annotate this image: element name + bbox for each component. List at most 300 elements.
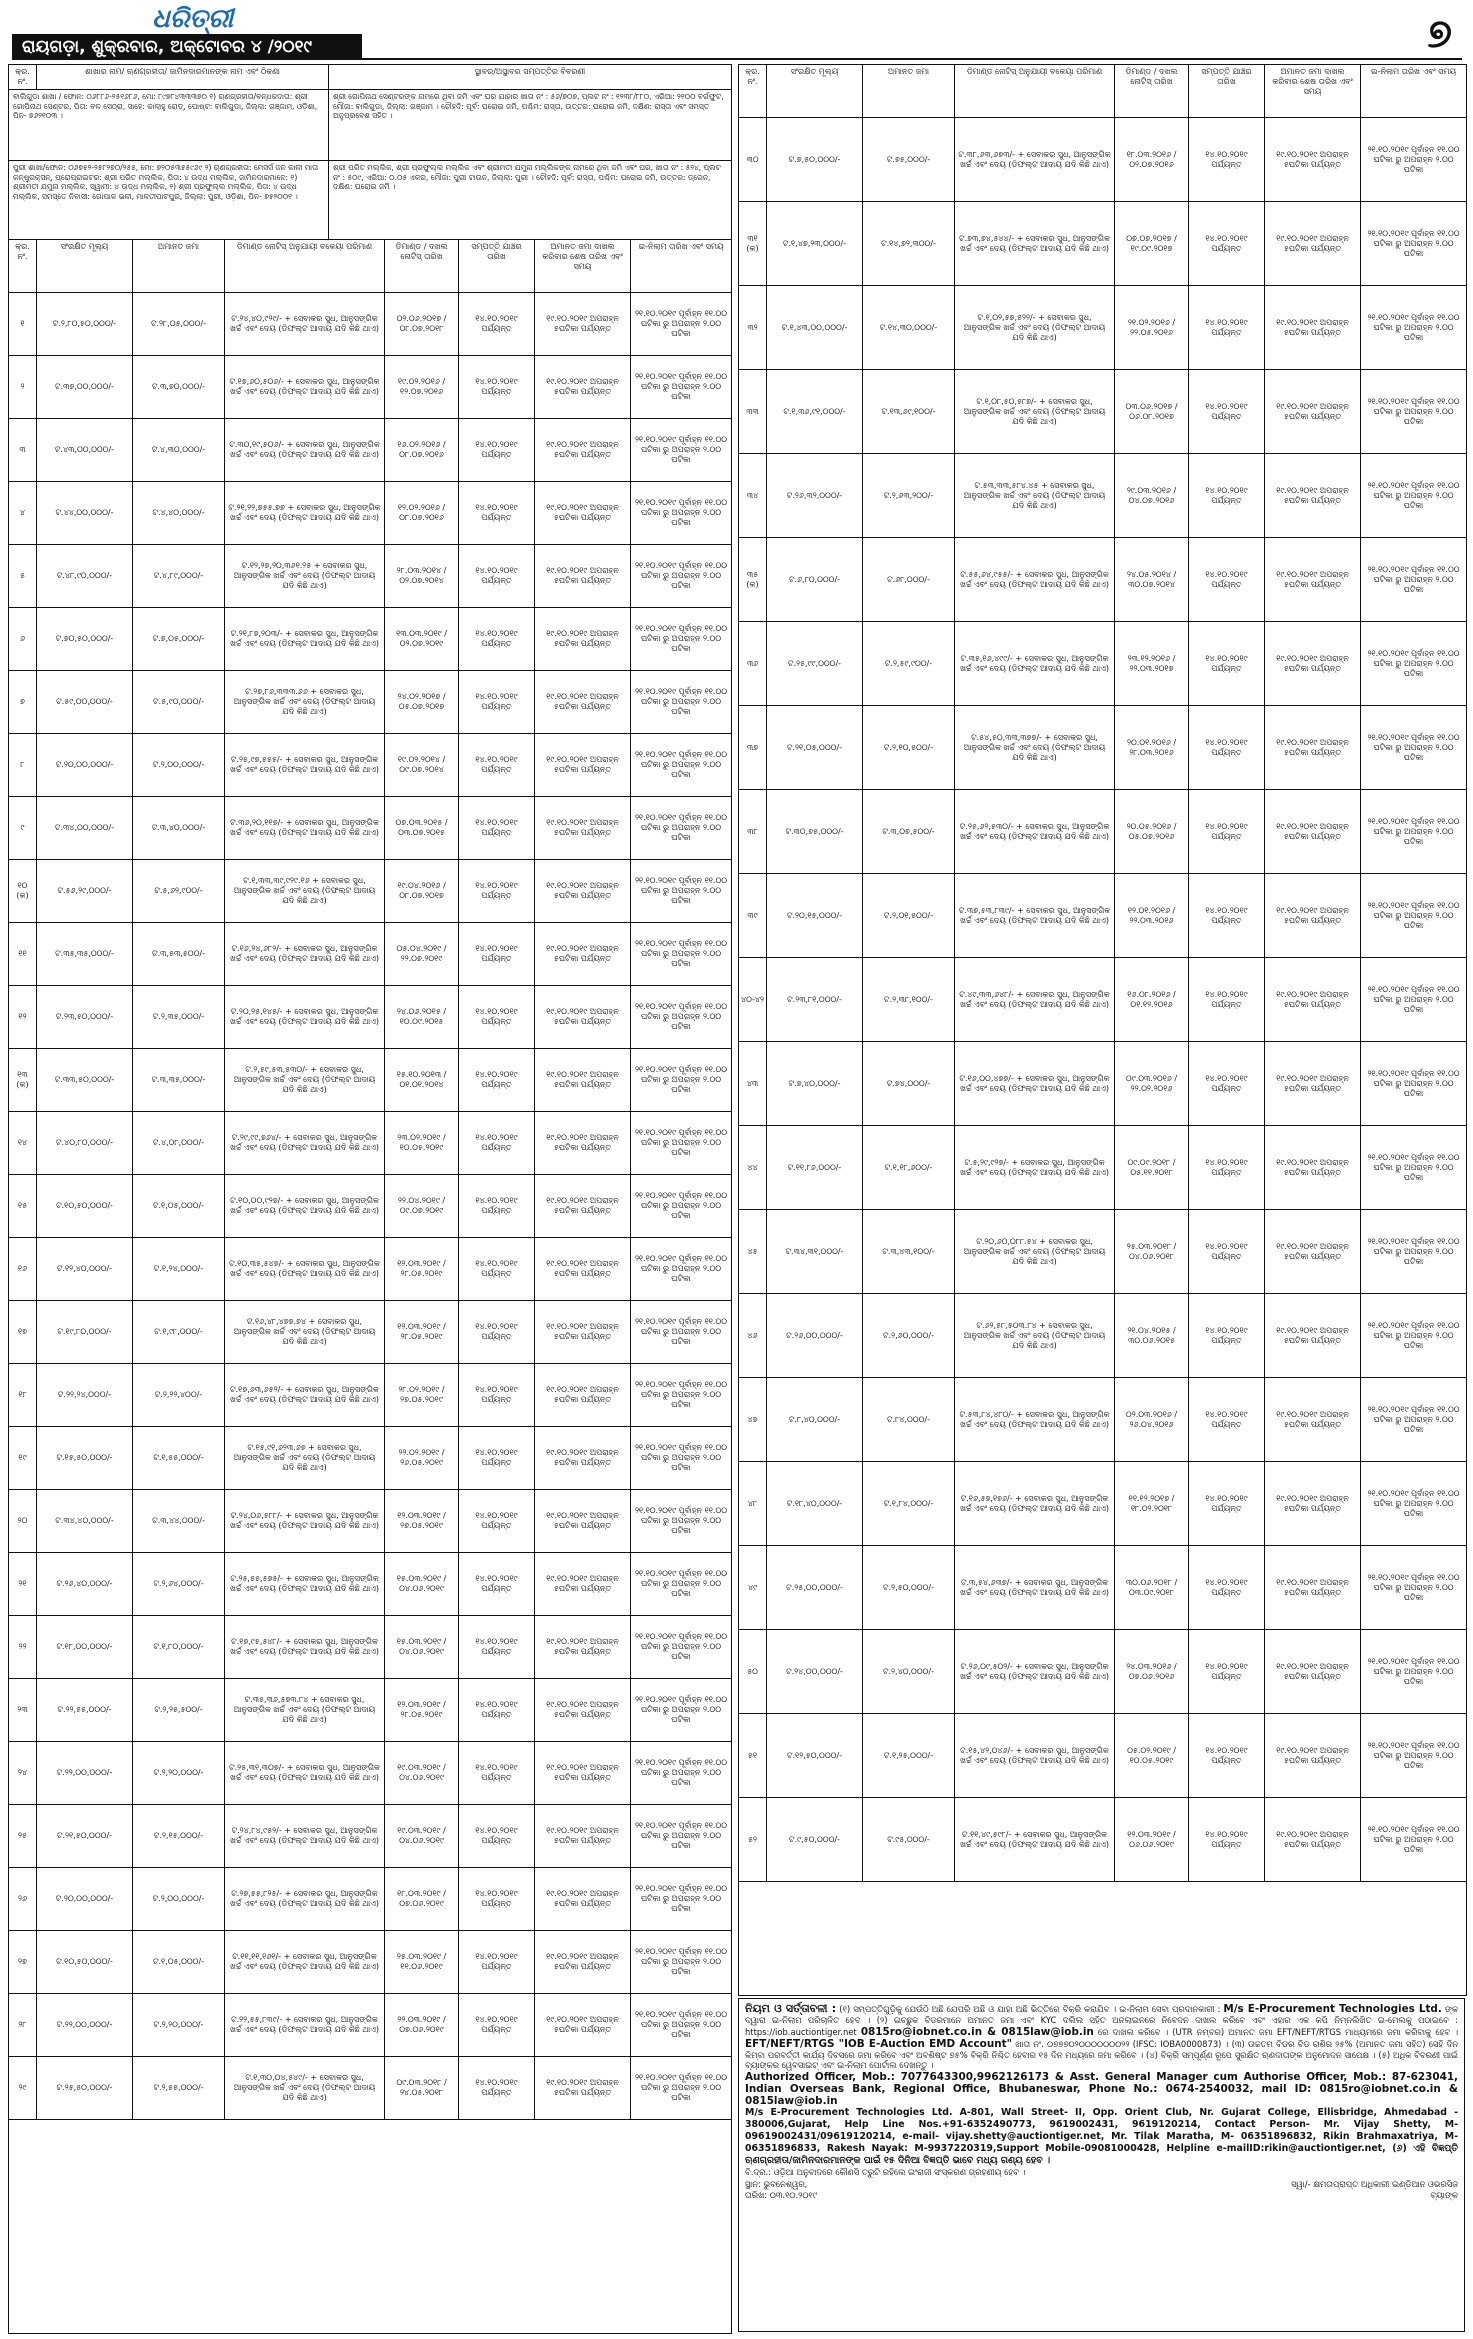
- cell-inspection: ୧୪.୧୦.୨୦୧୯ ପର୍ଯ୍ୟନ୍ତ: [1189, 1126, 1265, 1209]
- cell-auction: ୨୧.୧୦.୨୦୧୯ ପୂର୍ବାହ୍ନ ୧୧.୦୦ ଘଟିକା ରୁ ଅପରାହ୍ନ ୨.୦୦ ଘଟିକା: [1367, 1572, 1460, 1602]
- cell-reserve: ଟ.୨୪,୦୦,୦୦୦/-: [767, 1630, 863, 1713]
- cell-reserve: ଟ.୩୭,୦୦,୦୦୦/-: [37, 356, 133, 418]
- cell-reserve: ଟ.୨୧,୫୦,୦୦୦/-: [37, 1805, 133, 1867]
- cell-amount: ଟ.୨୭,୮୬,୩୩୩.୬୬ + ସେବାକର ସୁଧ, ଆନୁସଙ୍ଗିକ ଖର୍ଚ୍ଚ ଏବଂ ଦେୟ (ଡିଫଲ୍ଟ ଆଦାୟ ଯଦି କିଛି ଥାଏ): [225, 671, 385, 733]
- table-row: [9, 1994, 731, 2057]
- cell-sl: ୪୮: [739, 1462, 767, 1545]
- cell-amount: ଟ.୬୨,୫୮,୫୦୩.୮୪ + ସେବାକର ସୁଧ, ଆନୁସଙ୍ଗିକ ଖର୍ଚ୍ଚ ଏବଂ ଦେୟ (ଡିଫଲ୍ଟ ଆଦାୟ ଯଦି କିଛି ଥାଏ): [955, 1294, 1115, 1377]
- cell-auction: ୨୧.୧୦.୨୦୧୯ ପୂର୍ବାହ୍ନ ୧୧.୦୦ ଘଟିକା ରୁ ଅପରାହ୍ନ ୨.୦୦ ଘଟିକା: [634, 309, 728, 338]
- cell-date: ୧୮.୦୩.୨୦୧୬ / ୦୨.୦୭.୨୦୧୬: [1115, 118, 1189, 201]
- cell-emd-last: ୧୯.୧୦.୨୦୧୯ ଅପରାହ୍ନ ୫ଘଟିକା ପର୍ଯ୍ୟନ୍ତ: [1265, 1126, 1361, 1209]
- cell-inspection: ୧୪.୧୦.୨୦୧୯ ପର୍ଯ୍ୟନ୍ତ: [459, 1238, 535, 1300]
- cell-inspection: ୧୪.୧୦.୨୦୧୯ ପର୍ଯ୍ୟନ୍ତ: [459, 1301, 535, 1363]
- cell-emd: ଟ.୧୩,୬୯,୧୦୦/-: [863, 370, 955, 453]
- cell-date: ୧୨.୦୩.୨୦୧୯ / ୨୮.୦୫.୨୦୧୯: [385, 1301, 459, 1363]
- cell-reserve: ଟ.୨,୮୦,୫୦,୦୦୦/-: [37, 293, 133, 355]
- cell-emd: ଟ.୧,୨୫,୦୦୦/-: [863, 1714, 955, 1797]
- cell-sl: ୬: [9, 608, 37, 670]
- table-row: [9, 986, 731, 1049]
- cell-emd: ଟ.୧,୯୮,୦୦୦/-: [133, 1301, 225, 1363]
- cell-emd: ଟ.୨,୫୯,୯୦୦/-: [863, 622, 955, 705]
- cell-auction: ୨୧.୧୦.୨୦୧୯ ପୂର୍ବାହ୍ନ ୧୧.୦୦ ଘଟିକା ରୁ ଅପରାହ୍ନ ୨.୦୦ ଘଟିକା: [634, 435, 728, 464]
- header-emd: ଅମାନତ ଜମା: [133, 240, 225, 292]
- cell-emd-last: ୧୯.୧୦.୨୦୧୯ ଅପରାହ୍ନ ୫ଘଟିକା ପର୍ଯ୍ୟନ୍ତ: [1265, 370, 1361, 453]
- cell-amount: ଟ.୨୧,୮୭,୨୦୩/- + ସେବାକର ସୁଧ, ଆନୁସଙ୍ଗିକ ଖର୍ଚ୍ଚ ଏବଂ ଦେୟ (ଡିଫଲ୍ଟ ଆଦାୟ ଯଦି କିଛି ଥାଏ): [225, 608, 385, 670]
- cell-emd: ଟ.୩,୦୭,୫୦୦/-: [863, 790, 955, 873]
- table-row: [9, 608, 731, 671]
- cell-sl: ୧୫: [9, 1175, 37, 1237]
- signatory: ସ୍ୱା/- କ୍ଷମତାପ୍ରାପ୍ତ ଅଧିକାରୀ ଇଣ୍ଡିଆନ ଓଭରସିଜ ବ୍ୟାଙ୍କ: [1291, 2179, 1458, 2200]
- cell-date: ୨୩.୦୨.୨୦୧୯ / ୧୦.୦୫.୨୦୧୯: [385, 1112, 459, 1174]
- cell-auction: ୨୧.୧୦.୨୦୧୯ ପୂର୍ବାହ୍ନ ୧୧.୦୦ ଘଟିକା ରୁ ଅପରାହ୍ନ ୨.୦୦ ଘଟିକା: [1367, 1488, 1460, 1518]
- left-auction-table: [8, 64, 732, 2334]
- table-row: [9, 1616, 731, 1679]
- cell-amount: ଟ.୨୨,୫୫,୮୩୯/- + ସେବାକର ସୁଧ, ଆନୁସଙ୍ଗିକ ଖର୍ଚ୍ଚ ଏବଂ ଦେୟ (ଡିଫଲ୍ଟ ଆଦାୟ ଯଦି କିଛି ଥାଏ): [225, 1994, 385, 2056]
- cell-emd: ଟ.୧,୨୪,୦୦୦/-: [133, 1238, 225, 1300]
- cell-sl: ୩: [9, 419, 37, 481]
- table-row: [739, 1546, 1466, 1630]
- cell-auction: ୨୧.୧୦.୨୦୧୯ ପୂର୍ବାହ୍ନ ୧୧.୦୦ ଘଟିକା ରୁ ଅପରାହ୍ନ ୨.୦୦ ଘଟିକା: [634, 1065, 728, 1094]
- cell-inspection: ୧୪.୧୦.୨୦୧୯ ପର୍ଯ୍ୟନ୍ତ: [459, 1427, 535, 1489]
- table-row: [9, 1112, 731, 1175]
- cell-inspection: ୧୪.୧୦.୨୦୧୯ ପର୍ଯ୍ୟନ୍ତ: [459, 293, 535, 355]
- cell-sl: ୩୧ (କ): [739, 202, 767, 285]
- cell-auction: ୨୧.୧୦.୨୦୧୯ ପୂର୍ବାହ୍ନ ୧୧.୦୦ ଘଟିକା ରୁ ଅପରାହ୍ନ ୨.୦୦ ଘଟିକା: [634, 2010, 728, 2039]
- cell-inspection: ୧୪.୧୦.୨୦୧୯ ପର୍ଯ୍ୟନ୍ତ: [1189, 706, 1265, 789]
- cell-reserve: ଟ.୫୬,୨୯,୦୦୦/-: [37, 860, 133, 922]
- table-row: [739, 874, 1466, 958]
- cell-date: ୦୩.୦୬.୨୦୧୭ / ୦୬.୦୮.୨୦୧୭: [1115, 370, 1189, 453]
- cell-date: ୧୨.୦୩.୨୦୧୯ / ୦୬.୦୬.୨୦୧୯: [1115, 1798, 1189, 1881]
- cell-inspection: ୧୪.୧୦.୨୦୧୯ ପର୍ଯ୍ୟନ୍ତ: [459, 1679, 535, 1741]
- cell-sl: ୧୪: [9, 1112, 37, 1174]
- header-date: ଡିମାଣ୍ଡ / ଦଖଲ ନୋଟିସ୍ ତାରିଖ: [1115, 65, 1189, 117]
- cell-reserve: ଟ.୧୯,୮୦,୦୦୦/-: [37, 1301, 133, 1363]
- cell-sl: ୨୦: [9, 1490, 37, 1552]
- cell-reserve: ଟ.୧,୩୬,୯୧,୦୦୦/-: [767, 370, 863, 453]
- cell-inspection: ୧୪.୧୦.୨୦୧୯ ପର୍ଯ୍ୟନ୍ତ: [459, 356, 535, 418]
- cell-amount: ଟ.୩୫,୩୬,୫୭୩.୮୪ + ସେବାକର ସୁଧ, ଆନୁସଙ୍ଗିକ ଖର୍ଚ୍ଚ ଏବଂ ଦେୟ (ଡିଫଲ୍ଟ ଆଦାୟ ଯଦି କିଛି ଥାଏ): [225, 1679, 385, 1741]
- cell-inspection: ୧୪.୧୦.୨୦୧୯ ପର୍ଯ୍ୟନ୍ତ: [459, 1805, 535, 1867]
- cell-inspection: ୧୪.୧୦.୨୦୧୯ ପର୍ଯ୍ୟନ୍ତ: [1189, 1378, 1265, 1461]
- cell-auction: ୨୧.୧୦.୨୦୧୯ ପୂର୍ବାହ୍ନ ୧୧.୦୦ ଘଟିକା ରୁ ଅପରାହ୍ନ ୨.୦୦ ଘଟିକା: [1367, 1656, 1460, 1686]
- cell-auction: ୨୧.୧୦.୨୦୧୯ ପୂର୍ବାହ୍ନ ୧୧.୦୦ ଘଟିକା ରୁ ଅପରାହ୍ନ ୨.୦୦ ଘଟିକା: [634, 1002, 728, 1031]
- dateline: ରାୟଗଡ଼ା, ଶୁକ୍ରବାର, ଅକ୍ଟୋବର ୪ /୨୦୧୯: [12, 34, 362, 60]
- cell-inspection: ୧୪.୧୦.୨୦୧୯ ପର୍ଯ୍ୟନ୍ତ: [1189, 622, 1265, 705]
- cell-emd: ଟ.୧୪,୩୦,୦୦୦/-: [863, 286, 955, 369]
- cell-reserve: ଟ.୨୫,୯୯,୦୦୦/-: [767, 622, 863, 705]
- cell-sl: ୧୬: [9, 1238, 37, 1300]
- cell-amount: ଟ.୨,୫୯,୫୩,୫୩୦/- + ସେବାକର ସୁଧ, ଆନୁସଙ୍ଗିକ ଖର୍ଚ୍ଚ ଏବଂ ଦେୟ (ଡିଫଲ୍ଟ ଆଦାୟ ଯଦି କିଛି ଥାଏ): [225, 1049, 385, 1111]
- cell-sl: ୪୫: [739, 1210, 767, 1293]
- cell-emd: ଟ.୨,୩୮,୧୦୦/-: [863, 958, 955, 1041]
- cell-emd: ଟ.୨,୨୫,୫୦୦/-: [133, 1679, 225, 1741]
- branch-2-borrower: ପୁରୀ ଶାଖା/ଫୋନ: ୦୬୭୫୨-୨୫୮୨୭୦/୨୫୫, ମୋ: ୭୨୦୫୩୫୫୯୬୯ ୨) ଋଣଗ୍ରହୀତା: ମେସର୍ସ ଜନ କାଳୀ ମାତା କନ୍ଷ୍ଟ୍ରକ୍ସନ୍, ପ୍ରୋପ୍ରାଇଟର: ଶ୍ରୀ ପରିତ ମଲ୍ଲିକ, ପିତା: ୪ ଉଦ୍ଧ ମଲ୍ଲିକ, ଜାମିନଦାରମାନେ: ୧) ଶ୍ରୀମତୀ ଯମୁନା ମଲ୍ଲିକ, ସ୍ୱାମୀ: ୪ ଉଦ୍ଧ ମଲ୍ଲିକ, ୨) ଶ୍ରୀ ପ୍ରଫୁଲ୍ଲ ମଲ୍ଲିକ, ପିତା: ୪ ଉଦ୍ଧ ମଲ୍ଲିକ, ସମସ୍ତେ ନିବାସୀ: ଗୋପାଳ ଭଳୀ, ମାଳତୀପାଟପୁର, ଜିଲ୍ଲା: ପୁରୀ, ଓଡ଼ିଶା, ପିନ- ୭୫୨୦୦୧ ।: [9, 161, 329, 239]
- cell-sl: ୩୩: [739, 370, 767, 453]
- cell-emd-last: ୧୯.୧୦.୨୦୧୯ ଅପରାହ୍ନ ୫ଘଟିକା ପର୍ଯ୍ୟନ୍ତ: [535, 1301, 631, 1363]
- header-inspection: ସମ୍ପତ୍ତି ଯାଞ୍ଚର ତାରିଖ: [459, 240, 535, 292]
- cell-emd: ଟ.୪,୪୦,୦୦୦/-: [133, 482, 225, 544]
- cell-amount: ଟ.୧୬,୪୮,୪୭୭.୭୪ + ସେବାକର ସୁଧ, ଆନୁସଙ୍ଗିକ ଖର୍ଚ୍ଚ ଏବଂ ଦେୟ (ଡିଫଲ୍ଟ ଆଦାୟ ଯଦି କିଛି ଥାଏ): [225, 1301, 385, 1363]
- cell-reserve: ଟ.୮,୪୦,୦୦୦/-: [767, 1378, 863, 1461]
- cell-auction: ୨୧.୧୦.୨୦୧୯ ପୂର୍ବାହ୍ନ ୧୧.୦୦ ଘଟିକା ରୁ ଅପରାହ୍ନ ୨.୦୦ ଘଟିକା: [634, 939, 728, 968]
- cell-date: ୧୨.୦୧.୨୦୧୬ / ୨୨.୦୩.୨୦୧୬: [1115, 874, 1189, 957]
- cell-inspection: ୧୪.୧୦.୨୦୧୯ ପର୍ଯ୍ୟନ୍ତ: [459, 1994, 535, 2056]
- cell-date: ୧୨.୦୨.୨୦୧୬ / ୦୮.୦୭.୨୦୧୬: [385, 482, 459, 544]
- cell-auction: ୨୧.୧୦.୨୦୧୯ ପୂର୍ବାହ୍ନ ୧୧.୦୦ ଘଟିକା ରୁ ଅପରାହ୍ନ ୨.୦୦ ଘଟିକା: [634, 1632, 728, 1661]
- cell-amount: ଟ.୩୭,୫୩,୮୩୯/- + ସେବାକର ସୁଧ, ଆନୁସଙ୍ଗିକ ଖର୍ଚ୍ଚ ଏବଂ ଦେୟ (ଡିଫଲ୍ଟ ଆଦାୟ ଯଦି କିଛି ଥାଏ): [955, 874, 1115, 957]
- cell-emd-last: ୧୯.୧୦.୨୦୧୯ ଅପରାହ୍ନ ୫ଘଟିକା ପର୍ଯ୍ୟନ୍ତ: [535, 923, 631, 985]
- cell-inspection: ୧୪.୧୦.୨୦୧୯ ପର୍ଯ୍ୟନ୍ତ: [459, 860, 535, 922]
- cell-sl: ୭: [9, 671, 37, 733]
- cell-inspection: ୧୪.୧୦.୨୦୧୯ ପର୍ଯ୍ୟନ୍ତ: [459, 1553, 535, 1615]
- cell-sl: ୫: [9, 545, 37, 607]
- branch-row-1: [9, 90, 731, 161]
- header-inspection: ସମ୍ପତ୍ତି ଯାଞ୍ଚର ତାରିଖ: [1189, 65, 1265, 117]
- table-row: [9, 293, 731, 356]
- cell-reserve: ଟ.୨୧,୦୫,୦୦୦/-: [767, 706, 863, 789]
- cell-emd: ଟ.୨,୧୫,୦୦୦/-: [133, 1805, 225, 1867]
- table-row: [739, 118, 1466, 202]
- header-sl: କ୍ର. ନଂ.: [9, 240, 37, 292]
- cell-emd: ଟ.୩,୪୪,୦୦୦/-: [133, 1490, 225, 1552]
- cell-auction: ୨୧.୧୦.୨୦୧୯ ପୂର୍ବାହ୍ନ ୧୧.୦୦ ଘଟିକା ରୁ ଅପରାହ୍ନ ୨.୦୦ ଘଟିକା: [634, 372, 728, 401]
- cell-sl: ୨୫: [9, 1805, 37, 1867]
- cell-emd: ଟ.୨,୬୩,୨୦୦/-: [863, 454, 955, 537]
- cell-sl: ୨: [9, 356, 37, 418]
- cell-reserve: ଟ.୪୩,୦୦,୦୦୦/-: [37, 419, 133, 481]
- cell-emd-last: ୧୯.୧୦.୨୦୧୯ ଅପରାହ୍ନ ୫ଘଟିକା ପର୍ଯ୍ୟନ୍ତ: [535, 482, 631, 544]
- cell-emd: ଟ.୩,୩୫,୦୦୦/-: [133, 1049, 225, 1111]
- cell-date: ୧୬.୦୨.୨୦୧୬ / ୦୮.୦୭.୨୦୧୬: [385, 419, 459, 481]
- cell-emd: ଟ.୨,୬୦,୦୦୦/-: [863, 1294, 955, 1377]
- cell-emd: ଟ.୪,୮୯,୦୦୦/-: [133, 545, 225, 607]
- cell-emd: ଟ.୨,୬୪,୦୦୦/-: [133, 1553, 225, 1615]
- cell-date: ୧୬.୦୮.୨୦୧୬ / ୦୧.୧୨.୨୦୧୬: [1115, 958, 1189, 1041]
- cell-amount: ଟ.୨୫,୬୨,୫୩୦/- + ସେବାକର ସୁଧ, ଆନୁସଙ୍ଗିକ ଖର୍ଚ୍ଚ ଏବଂ ଦେୟ (ଡିଫଲ୍ଟ ଆଦାୟ ଯଦି କିଛି ଥାଏ): [955, 790, 1115, 873]
- cell-emd-last: ୧୯.୧୦.୨୦୧୯ ଅପରାହ୍ନ ୫ଘଟିକା ପର୍ଯ୍ୟନ୍ତ: [1265, 1546, 1361, 1629]
- cell-date: ୧୫.୧୦.୨୦୧୩ / ୦୧.୦୧.୨୦୧୪: [385, 1049, 459, 1111]
- header-emd: ଅମାନତ ଜମା: [863, 65, 955, 117]
- cell-inspection: ୧୪.୧୦.୨୦୧୯ ପର୍ଯ୍ୟନ୍ତ: [1189, 1042, 1265, 1125]
- cell-date: ୧୮.୦୩.୨୦୧୯ / ୦୭.୦୬.୨୦୧୯: [385, 1868, 459, 1930]
- cell-amount: ଟ.୧୭,୬୦,୫୦୬/- + ସେବାକର ସୁଧ, ଆନୁସଙ୍ଗିକ ଖର୍ଚ୍ଚ ଏବଂ ଦେୟ (ଡିଫଲ୍ଟ ଆଦାୟ ଯଦି କିଛି ଥାଏ): [225, 356, 385, 418]
- table-row: [9, 356, 731, 419]
- cell-auction: ୨୧.୧୦.୨୦୧୯ ପୂର୍ବାହ୍ନ ୧୧.୦୦ ଘଟିକା ରୁ ଅପରାହ୍ନ ୨.୦୦ ଘଟିକା: [634, 1443, 728, 1472]
- cell-reserve: ଟ.୫୯,୦୦,୦୦୦/-: [37, 671, 133, 733]
- cell-sl: ୪୩: [739, 1042, 767, 1125]
- cell-date: ୨୧.୦୨.୨୦୧୬ / ୨୨.୦୫.୨୦୧୬: [1115, 286, 1189, 369]
- cell-auction: ୨୧.୧୦.୨୦୧୯ ପୂର୍ବାହ୍ନ ୧୧.୦୦ ଘଟିକା ରୁ ଅପରାହ୍ନ ୨.୦୦ ଘଟିକା: [1367, 564, 1460, 594]
- cell-date: ୦୯.୦୩.୨୦୧୬ / ୨୨.୦୨.୨୦୧୬: [1115, 1042, 1189, 1125]
- cell-sl: ୪୦-୪୨: [739, 958, 767, 1041]
- cell-emd-last: ୧୯.୧୦.୨୦୧୯ ଅପରାହ୍ନ ୫ଘଟିକା ପର୍ଯ୍ୟନ୍ତ: [1265, 1462, 1361, 1545]
- cell-date: ୨୨.୦୨.୨୦୧୯ / ୨୬.୦୫.୨୦୧୯: [385, 1427, 459, 1489]
- table-row: [739, 1042, 1466, 1126]
- cell-date: ୨୧.୦୪.୨୦୧୫ / ୩୦.୦୬.୨୦୧୫: [1115, 1294, 1189, 1377]
- cell-auction: ୨୧.୧୦.୨୦୧୯ ପୂର୍ବାହ୍ନ ୧୧.୦୦ ଘଟିକା ରୁ ଅପରାହ୍ନ ୨.୦୦ ଘଟିକା: [1367, 228, 1460, 258]
- table-row: [739, 1126, 1466, 1210]
- cell-emd: ଟ.୨,୧୦,୫୦୦/-: [863, 706, 955, 789]
- cell-emd: ଟ.୭୫,୦୦୦/-: [863, 118, 955, 201]
- cell-sl: ୧୦ (କ): [9, 860, 37, 922]
- cell-emd-last: ୧୯.୧୦.୨୦୧୯ ଅପରାହ୍ନ ୫ଘଟିକା ପର୍ଯ୍ୟନ୍ତ: [535, 1931, 631, 1993]
- cell-emd-last: ୧୯.୧୦.୨୦୧୯ ଅପରାହ୍ନ ୫ଘଟିକା ପର୍ଯ୍ୟନ୍ତ: [1265, 1294, 1361, 1377]
- cell-auction: ୨୧.୧୦.୨୦୧୯ ପୂର୍ବାହ୍ନ ୧୧.୦୦ ଘଟିକା ରୁ ଅପରାହ୍ନ ୨.୦୦ ଘଟିକା: [1367, 648, 1460, 678]
- cell-emd-last: ୧୯.୧୦.୨୦୧୯ ଅପରାହ୍ନ ୫ଘଟିକା ପର୍ଯ୍ୟନ୍ତ: [1265, 1798, 1361, 1881]
- table-row: [9, 1490, 731, 1553]
- table-row: [9, 545, 731, 608]
- cell-reserve: ଟ.୨୩,୮୧,୦୦୦/-: [767, 958, 863, 1041]
- cell-reserve: ଟ.୧୦,୫୦,୦୦୦/-: [37, 1931, 133, 1993]
- cell-reserve: ଟ.୨୬,୦୦,୦୦୦/-: [767, 1294, 863, 1377]
- cell-auction: ୨୧.୧୦.୨୦୧୯ ପୂର୍ବାହ୍ନ ୧୧.୦୦ ଘଟିକା ରୁ ଅପରାହ୍ନ ୨.୦୦ ଘଟିକା: [1367, 732, 1460, 762]
- cell-inspection: ୧୪.୧୦.୨୦୧୯ ପର୍ଯ୍ୟନ୍ତ: [1189, 202, 1265, 285]
- cell-emd-last: ୧୯.୧୦.୨୦୧୯ ଅପରାହ୍ନ ୫ଘଟିକା ପର୍ଯ୍ୟନ୍ତ: [535, 1364, 631, 1426]
- cell-date: ୧୯.୦୩.୨୦୧୯ / ୦୪.୦୬.୨୦୧୯: [385, 1805, 459, 1867]
- cell-sl: ୩୭: [739, 706, 767, 789]
- cell-inspection: ୧୪.୧୦.୨୦୧୯ ପର୍ଯ୍ୟନ୍ତ: [459, 1931, 535, 1993]
- table-row: [9, 1931, 731, 1994]
- cell-emd: ଟ.୩,୪୦,୦୦୦/-: [133, 797, 225, 859]
- cell-amount: ଟ.୨୦,୨୫,୧୪୫/- + ସେବାକର ସୁଧ, ଆନୁସଙ୍ଗିକ ଖର୍ଚ୍ଚ ଏବଂ ଦେୟ (ଡିଫଲ୍ଟ ଆଦାୟ ଯଦି କିଛି ଥାଏ): [225, 986, 385, 1048]
- cell-date: ୦୨.୦୬.୨୦୧୭ / ୦୮.୦୭.୨୦୧୮: [385, 293, 459, 355]
- table-row: [9, 1301, 731, 1364]
- terms-p4: ଖାତା ନଂ. ୦୭୭୭୦୨୦୦୦୦୦୦୦୨୨ (IFSC: IOBA0000873) । (୩) ଉଚ୍ଚତମ ବିଡର ବିଡ ରାଶିର ୨୫% (ଅମାନତ ଜମା ସହିତ) ସେହି ଦିନ କିମ୍ବା ପରବର୍ତ୍ତୀ କାର୍ଯ୍ୟ ଦିବସରେ ଜମା କରିବେ ଏବଂ ଅବଶିଷ୍ଟ ୭୫% ବିକ୍ରି ନିଶ୍ଚିତ ହେବାର ୧୫ ଦିନ ମଧ୍ୟରେ ଜମା କରିବେ । (୪) ବିକ୍ରି ସମ୍ପୂର୍ଣ୍ଣ ରୂପେ ସୁରକ୍ଷିତ ଋଣଦାତାଙ୍କ ଅନୁମୋଦନ ସାପେକ୍ଷ । (୫) ଅଧିକ ବିବରଣୀ ପାଇଁ ବ୍ୟାଙ୍କର ୱେବସାଇଟ୍ ଏବଂ ଇ-ନିଲାମ ପୋର୍ଟାଲ ଦେଖନ୍ତୁ ।: [745, 2038, 1458, 2071]
- table-row: [9, 1805, 731, 1868]
- cell-amount: ଟ.୧୦,୦୦,୯୨୭/- + ସେବାକର ସୁଧ, ଆନୁସଙ୍ଗିକ ଖର୍ଚ୍ଚ ଏବଂ ଦେୟ (ଡିଫଲ୍ଟ ଆଦାୟ ଯଦି କିଛି ଥାଏ): [225, 1175, 385, 1237]
- cell-emd-last: ୧୯.୧୦.୨୦୧୯ ଅପରାହ୍ନ ୫ଘଟିକା ପର୍ଯ୍ୟନ୍ତ: [535, 860, 631, 922]
- cell-inspection: ୧୪.୧୦.୨୦୧୯ ପର୍ଯ୍ୟନ୍ତ: [459, 608, 535, 670]
- auction-table-header: [9, 240, 731, 293]
- table-row: [9, 419, 731, 482]
- header-sl: କ୍ର. ନଂ.: [739, 65, 767, 117]
- cell-inspection: ୧୪.୧୦.୨୦୧୯ ପର୍ଯ୍ୟନ୍ତ: [1189, 790, 1265, 873]
- cell-reserve: ଟ.୨୬,୪୦,୦୦୦/-: [37, 1553, 133, 1615]
- cell-auction: ୨୧.୧୦.୨୦୧୯ ପୂର୍ବାହ୍ନ ୧୧.୦୦ ଘଟିକା ରୁ ଅପରାହ୍ନ ୨.୦୦ ଘଟିକା: [634, 750, 728, 779]
- table-row: [9, 671, 731, 734]
- table-row: [9, 1679, 731, 1742]
- right-auction-table: [738, 64, 1467, 1996]
- cell-reserve: ଟ.୨୩,୫୦,୦୦୦/-: [37, 986, 133, 1048]
- cell-amount: ଟ.୨୫,୯୭,୫୫୫/- + ସେବାକର ସୁଧ, ଆନୁସଙ୍ଗିକ ଖର୍ଚ୍ଚ ଏବଂ ଦେୟ (ଡିଫଲ୍ଟ ଆଦାୟ ଯଦି କିଛି ଥାଏ): [225, 734, 385, 796]
- cell-amount: ଟ.୨୫,୫୫,୫୭୫/- + ସେବାକର ସୁଧ, ଆନୁସଙ୍ଗିକ ଖର୍ଚ୍ଚ ଏବଂ ଦେୟ (ଡିଫଲ୍ଟ ଆଦାୟ ଯଦି କିଛି ଥାଏ): [225, 1553, 385, 1615]
- cell-sl: ୧୩ (କ): [9, 1049, 37, 1111]
- cell-reserve: ଟ.୧,୪୩,୦୦,୦୦୦/-: [767, 286, 863, 369]
- cell-reserve: ଟ.୨୨,୦୦,୦୦୦/-: [37, 1994, 133, 2056]
- branch-2-property: ଶ୍ରୀ ପରିତ ମଲ୍ଲିକ, ଶ୍ରୀ ପ୍ରଫୁଲ୍ଲ ମଲ୍ଲିକ ଏବଂ ଶ୍ରୀମତୀ ଯମୁନା ମଲ୍ଲିକଙ୍କ ନାମରେ ଥିବା ଜମି ଏବଂ ଘର, ଖାତା ନଂ : ୫୨୪, ପ୍ଲଟ ନଂ : ୫୦୯, ଏରିଆ: ୦.୦୫ ଏକର, ମୌଜା: ପୁରୀ ଟାଉନ, ଜିଲ୍ଲା: ପୁରୀ । ଚୌହଦି: ପୂର୍ବ: ରାସ୍ତା, ପଶ୍ଚିମ: ଘରୋଇ ଜମି, ଉତ୍ତର: ଡ୍ରେନ, ଦକ୍ଷିଣ: ଘରୋଇ ଜମି ।: [333, 163, 721, 191]
- cell-emd: ଟ.୨୮,୦୫,୦୦୦/-: [133, 293, 225, 355]
- cell-sl: ୪୬: [739, 1294, 767, 1377]
- cell-emd: ଟ.୪,୦୮,୦୦୦/-: [133, 1112, 225, 1174]
- cell-date: ୨୨.୦୪.୨୦୧୯ / ୦୯.୦୭.୨୦୧୯: [385, 1175, 459, 1237]
- cell-emd: ଟ.୩,୫୩,୫୦୦/-: [133, 923, 225, 985]
- cell-sl: ୨୮: [9, 1994, 37, 2056]
- cell-reserve: ଟ.୨୨,୫୫,୦୦୦/-: [37, 1679, 133, 1741]
- cell-auction: ୨୧.୧୦.୨୦୧୯ ପୂର୍ବାହ୍ନ ୧୧.୦୦ ଘଟିକା ରୁ ଅପରାହ୍ନ ୨.୦୦ ଘଟିକା: [634, 876, 728, 905]
- cell-date: ୦୭.୦୭.୨୦୧୭ / ୧୯.୦୯.୨୦୧୭: [1115, 202, 1189, 285]
- cell-inspection: ୧୪.୧୦.୨୦୧୯ ପର୍ଯ୍ୟନ୍ତ: [459, 671, 535, 733]
- table-row: [739, 202, 1466, 286]
- header-auction: ଇ-ନିଲାମ ତାରିଖ ଏବଂ ସମୟ: [1370, 67, 1457, 76]
- header-amount: ଡିମାଣ୍ଡ ନୋଟିସ୍ ଅନୁଯାୟୀ ବକେୟା ପରିମାଣ: [955, 65, 1115, 117]
- cell-date: ୦୭.୦୩.୨୦୧୫ / ୦୩.୦୭.୨୦୧୫: [385, 797, 459, 859]
- notice-date: ତାରିଖ: ୦୩.୧୦.୨୦୧୯: [745, 2189, 817, 2200]
- masthead: [12, 4, 1462, 62]
- cell-emd-last: ୧୯.୧୦.୨୦୧୯ ଅପରାହ୍ନ ୫ଘଟିକା ପର୍ଯ୍ୟନ୍ତ: [1265, 622, 1361, 705]
- cell-emd: ଟ.୨,୨୦,୦୦୦/-: [133, 1994, 225, 2056]
- cell-emd: ଟ.୯୫,୦୦୦/-: [863, 1798, 955, 1881]
- cell-inspection: ୧୪.୧୦.୨୦୧୯ ପର୍ଯ୍ୟନ୍ତ: [459, 1364, 535, 1426]
- table-row: [9, 860, 731, 923]
- cell-sl: ୧୨: [9, 986, 37, 1048]
- masthead-rule: [12, 58, 1462, 60]
- cell-date: ୨୪.୦୫.୨୦୧୪ / ୩୦.୦୭.୨୦୧୪: [1115, 538, 1189, 621]
- cell-amount: ଟ.୧,୦୨,୫୭,୫୨୨/- + ସେବାକର ସୁଧ, ଆନୁସଙ୍ଗିକ ଖର୍ଚ୍ଚ ଏବଂ ଦେୟ (ଡିଫଲ୍ଟ ଆଦାୟ ଯଦି କିଛି ଥାଏ): [955, 286, 1115, 369]
- table-row: [9, 482, 731, 545]
- cell-amount: ଟ.୧,୩୦,୦୪,୫୪୯/- + ସେବାକର ସୁଧ, ଆନୁସଙ୍ଗିକ ଖର୍ଚ୍ଚ ଏବଂ ଦେୟ (ଡିଫଲ୍ଟ ଆଦାୟ ଯଦି କିଛି ଥାଏ): [225, 2057, 385, 2119]
- cell-emd-last: ୧୯.୧୦.୨୦୧୯ ଅପରାହ୍ନ ୫ଘଟିକା ପର୍ଯ୍ୟନ୍ତ: [1265, 1378, 1361, 1461]
- cell-emd-last: ୧୯.୧୦.୨୦୧୯ ଅପରାହ୍ନ ୫ଘଟିକା ପର୍ଯ୍ୟନ୍ତ: [1265, 1210, 1361, 1293]
- cell-inspection: ୧୪.୧୦.୨୦୧୯ ପର୍ଯ୍ୟନ୍ତ: [459, 482, 535, 544]
- cell-emd-last: ୧୯.୧୦.୨୦୧୯ ଅପରାହ୍ନ ୫ଘଟିକା ପର୍ଯ୍ୟନ୍ତ: [535, 1805, 631, 1867]
- cell-emd: ଟ.୨,୦୦,୦୦୦/-: [133, 1868, 225, 1930]
- cell-emd: ଟ.୭୪,୦୦୦/-: [863, 1042, 955, 1125]
- cell-reserve: ଟ.୨୫,୦୦,୦୦୦/-: [767, 1546, 863, 1629]
- provider-name: M/s E-Procurement Technologies Ltd.: [1223, 2003, 1442, 2015]
- cell-date: ୨୪.୦୩.୨୦୧୬ / ୦୭.୦୬.୨୦୧୬: [1115, 1630, 1189, 1713]
- table-row: [9, 1553, 731, 1616]
- cell-inspection: ୧୪.୧୦.୨୦୧୯ ପର୍ଯ୍ୟନ୍ତ: [459, 1490, 535, 1552]
- terms-p3: ରେ ଦାଖଲ କରିବେ । (UTR ନମ୍ବର) ଅମାନତ ଜମା EFT/NEFT/RTGS ମାଧ୍ୟମରେ ଜମା କରିବାକୁ ହେବ ।: [1097, 2026, 1458, 2037]
- cell-emd: ଟ.୧,୫୫,୦୦୦/-: [133, 1427, 225, 1489]
- cell-amount: ଟ.୨୪,୪୦,୯୨୯/- + ସେବାକର ସୁଧ, ଆନୁସଙ୍ଗିକ ଖର୍ଚ୍ଚ ଏବଂ ଦେୟ (ଡିଫଲ୍ଟ ଆଦାୟ ଯଦି କିଛି ଥାଏ): [225, 293, 385, 355]
- cell-auction: ୨୧.୧୦.୨୦୧୯ ପୂର୍ବାହ୍ନ ୧୧.୦୦ ଘଟିକା ରୁ ଅପରାହ୍ନ ୨.୦୦ ଘଟିକା: [1367, 144, 1460, 174]
- table-row: [739, 538, 1466, 622]
- cell-date: ୦୫.୦୪.୨୦୧୯ / ୨୨.୦୭.୨୦୧୯: [385, 923, 459, 985]
- cell-sl: ୪୯: [739, 1546, 767, 1629]
- cell-auction: ୨୧.୧୦.୨୦୧୯ ପୂର୍ବାହ୍ନ ୧୧.୦୦ ଘଟିକା ରୁ ଅପରାହ୍ନ ୨.୦୦ ଘଟିକା: [634, 2073, 728, 2102]
- cell-reserve: ଟ.୩୫,୩୫,୦୦୦/-: [37, 923, 133, 985]
- cell-amount: ଟ.୧୬,୨୪,୬୮୨/- + ସେବାକର ସୁଧ, ଆନୁସଙ୍ଗିକ ଖର୍ଚ୍ଚ ଏବଂ ଦେୟ (ଡିଫଲ୍ଟ ଆଦାୟ ଯଦି କିଛି ଥାଏ): [225, 923, 385, 985]
- table-row: [9, 1742, 731, 1805]
- cell-reserve: ଟ.୩୩,୫୦,୦୦୦/-: [37, 1049, 133, 1111]
- cell-emd: ଟ.୨,୨୨,୪୦୦/-: [133, 1364, 225, 1426]
- signature-block: [745, 2179, 1458, 2200]
- table-row: [739, 454, 1466, 538]
- cell-inspection: ୧୪.୧୦.୨୦୧୯ ପର୍ଯ୍ୟନ୍ତ: [459, 2057, 535, 2119]
- cell-amount: ଟ.୫୪,୫୦,୩୩,୩୭୭/- + ସେବାକର ସୁଧ, ଆନୁସଙ୍ଗିକ ଖର୍ଚ୍ଚ ଏବଂ ଦେୟ (ଡିଫଲ୍ଟ ଆଦାୟ ଯଦି କିଛି ଥାଏ): [955, 706, 1115, 789]
- page-number: ୭: [1427, 10, 1452, 57]
- table-row: [739, 286, 1466, 370]
- cell-auction: ୨୧.୧୦.୨୦୧୯ ପୂର୍ବାହ୍ନ ୧୧.୦୦ ଘଟିକା ରୁ ଅପରାହ୍ନ ୨.୦୦ ଘଟିକା: [634, 1128, 728, 1157]
- cell-auction: ୨୧.୧୦.୨୦୧୯ ପୂର୍ବାହ୍ନ ୧୧.୦୦ ଘଟିକା ରୁ ଅପରାହ୍ନ ୨.୦୦ ଘଟିକା: [634, 1821, 728, 1850]
- cell-inspection: ୧୪.୧୦.୨୦୧୯ ପର୍ଯ୍ୟନ୍ତ: [459, 545, 535, 607]
- cell-auction: ୨୧.୧୦.୨୦୧୯ ପୂର୍ବାହ୍ନ ୧୧.୦୦ ଘଟିକା ରୁ ଅପରାହ୍ନ ୨.୦୦ ଘଟିକା: [1367, 396, 1460, 426]
- cell-reserve: ଟ.୪୦,୮୦,୦୦୦/-: [37, 1112, 133, 1174]
- cell-emd-last: ୧୯.୧୦.୨୦୧୯ ଅପରାହ୍ନ ୫ଘଟିକା ପର୍ଯ୍ୟନ୍ତ: [1265, 118, 1361, 201]
- cell-inspection: ୧୪.୧୦.୨୦୧୯ ପର୍ଯ୍ୟନ୍ତ: [1189, 1798, 1265, 1881]
- cell-sl: ୯: [9, 797, 37, 859]
- branch-row-2: [9, 161, 731, 240]
- cell-sl: ୨୩: [9, 1679, 37, 1741]
- cell-emd-last: ୧୯.୧୦.୨୦୧୯ ଅପରାହ୍ନ ୫ଘଟିକା ପର୍ଯ୍ୟନ୍ତ: [535, 986, 631, 1048]
- cell-date: ୦୫.୦୨.୨୦୧୯ / ୧୦.୦୫.୨୦୧୯: [1115, 1714, 1189, 1797]
- cell-sl: ୨୪: [9, 1742, 37, 1804]
- newspaper-logo: ଧରିତ୍ରୀ: [152, 4, 234, 34]
- cell-auction: ୨୧.୧୦.୨୦୧୯ ପୂର୍ବାହ୍ନ ୧୧.୦୦ ଘଟିକା ରୁ ଅପରାହ୍ନ ୨.୦୦ ଘଟିକା: [634, 1254, 728, 1283]
- cell-emd: ଟ.୫,୬୨,୯୦୦/-: [133, 860, 225, 922]
- cell-amount: ଟ.୩୮,୬୩,୬୭୩/- + ସେବାକର ସୁଧ, ଆନୁସଙ୍ଗିକ ଖର୍ଚ୍ଚ ଏବଂ ଦେୟ (ଡିଫଲ୍ଟ ଆଦାୟ ଯଦି କିଛି ଥାଏ): [955, 118, 1115, 201]
- cell-amount: ଟ.୧୧,୪୯,୫୯୮/- + ସେବାକର ସୁଧ, ଆନୁସଙ୍ଗିକ ଖର୍ଚ୍ଚ ଏବଂ ଦେୟ (ଡିଫଲ୍ଟ ଆଦାୟ ଯଦି କିଛି ଥାଏ): [955, 1798, 1115, 1881]
- cell-sl: ୩୫ (କ): [739, 538, 767, 621]
- cell-sl: ୨୬: [9, 1868, 37, 1930]
- cell-amount: ଟ.୫୩,୩୩,୫୮୪.୪୫ + ସେବାକର ସୁଧ, ଆନୁସଙ୍ଗିକ ଖର୍ଚ୍ଚ ଏବଂ ଦେୟ (ଡିଫଲ୍ଟ ଆଦାୟ ଯଦି କିଛି ଥାଏ): [955, 454, 1115, 537]
- cell-date: ୦୨.୦୩.୨୦୧୬ / ୨୬.୦୪.୨୦୧୬: [1115, 1378, 1189, 1461]
- cell-inspection: ୧୪.୧୦.୨୦୧୯ ପର୍ଯ୍ୟନ୍ତ: [1189, 286, 1265, 369]
- cell-sl: ୧୭: [9, 1301, 37, 1363]
- cell-reserve: ଟ.୩୪,୪୦,୦୦୦/-: [37, 1490, 133, 1552]
- provider-contact: M/s E-Procurement Technologies Ltd. A-801, Wall Street- II, Opp. Orient Club, Nr. Gujarat College, Ellisbridge, Ahmedabad - 380006,Gujarat, Help Line Nos.+91-6352490773, 9619002431, 9619120214, Contact Person- Mr. Vijay Shetty, M- 09619002431/09619120214, e-mail- vijay.shetty@auctiontiger.net, Mr. Tilak Maratha, M- 06351896832, Rikin Brahmaxatriya, M-06351896833, Rakesh Nayak: M-9937220319,Support Mobile-09081000428, Helpline e-mailID:rikin@auctiontiger.net, (୬) ଏହି ବିଜ୍ଞପ୍ତି ଋଣଗ୍ରହୀତା/ଜାମିନଦାରମାନଙ୍କ ପାଇଁ ୧୫ ଦିନିଆ ବିଜ୍ଞପ୍ତି ଭାବେ ମଧ୍ୟ ଗଣ୍ୟ ହେବ ।: [745, 2106, 1458, 2166]
- cell-inspection: ୧୪.୧୦.୨୦୧୯ ପର୍ଯ୍ୟନ୍ତ: [1189, 1546, 1265, 1629]
- table-row: [9, 2057, 731, 2120]
- table-row: [739, 1462, 1466, 1546]
- cell-sl: ୪୭: [739, 1378, 767, 1461]
- cell-reserve: ଟ.୩୪,୩୧,୦୦୦/-: [767, 1210, 863, 1293]
- cell-emd-last: ୧୯.୧୦.୨୦୧୯ ଅପରାହ୍ନ ୫ଘଟିକା ପର୍ଯ୍ୟନ୍ତ: [535, 734, 631, 796]
- cell-sl: ୨୨: [9, 1616, 37, 1678]
- officer-contact: Authorized Officer, Mob.: 7077643300,9962126173 & Asst. General Manager cum Authorise Officer, Mob.: 87-623041, Indian Overseas Bank, Regional Office, Bhubaneswar, Phone No.: 0674-2540032, mail ID: 0815ro@iobnet.co.in & 0815law@iob.in: [745, 2070, 1458, 2107]
- cell-date: ୨୪.୦୨.୨୦୧୭ / ୦୫.୦୭.୨୦୧୭: [385, 671, 459, 733]
- terms-p2: ଙ୍କ ଦ୍ୱାରା ଇ-ନିଲାମ ପରିଚାଳିତ ହେବ । (୨) ଇଚ୍ଛୁକ ବିଡରମାନେ ଅମାନତ ଜମା ଏବଂ KYC ଦଲିଲ ସହିତ ଅନଲାଇନରେ ନିବେଦନ ଦାଖଲ କରିବେ ଏବଂ ଏହାର ଏକ କପି ନିମ୍ନଲିଖିତ ଇ-ମେଲକୁ ପଠାଇବେ : https://iob.auctiontiger.net: [745, 2004, 1459, 2037]
- cell-emd: ଟ.୧୪,୭୨,୩୦୦/-: [863, 202, 955, 285]
- cell-amount: ଟ.୧,୩୩,୩୯,୯୨୯.୧୬ + ସେବାକର ସୁଧ, ଆନୁସଙ୍ଗିକ ଖର୍ଚ୍ଚ ଏବଂ ଦେୟ (ଡିଫଲ୍ଟ ଆଦାୟ ଯଦି କିଛି ଥାଏ): [225, 860, 385, 922]
- cell-inspection: ୧୪.୧୦.୨୦୧୯ ପର୍ଯ୍ୟନ୍ତ: [1189, 1462, 1265, 1545]
- cell-emd: ଟ.୨,୦୧,୫୦୦/-: [863, 874, 955, 957]
- header-date: ଡିମାଣ୍ଡ / ଦଖଲ ନୋଟିସ୍ ତାରିଖ: [385, 240, 459, 292]
- table-row: [739, 1294, 1466, 1378]
- cell-date: ୨୦.୦୧.୨୦୧୬ / ୨୮.୦୩.୨୦୧୬: [1115, 706, 1189, 789]
- cell-amount: ଟ.୨୬,୦୯,୫୦୨/- + ସେବାକର ସୁଧ, ଆନୁସଙ୍ଗିକ ଖର୍ଚ୍ଚ ଏବଂ ଦେୟ (ଡିଫଲ୍ଟ ଆଦାୟ ଯଦି କିଛି ଥାଏ): [955, 1630, 1115, 1713]
- cell-auction: ୨୧.୧୦.୨୦୧୯ ପୂର୍ବାହ୍ନ ୧୧.୦୦ ଘଟିକା ରୁ ଅପରାହ୍ନ ୨.୦୦ ଘଟିକା: [634, 1695, 728, 1724]
- cell-inspection: ୧୪.୧୦.୨୦୧୯ ପର୍ଯ୍ୟନ୍ତ: [459, 419, 535, 481]
- cell-auction: ୨୧.୧୦.୨୦୧୯ ପୂର୍ବାହ୍ନ ୧୧.୦୦ ଘଟିକା ରୁ ଅପରାହ୍ନ ୨.୦୦ ଘଟିକା: [634, 1758, 728, 1787]
- cell-auction: ୨୧.୧୦.୨୦୧୯ ପୂର୍ବାହ୍ନ ୧୧.୦୦ ଘଟିକା ରୁ ଅପରାହ୍ନ ୨.୦୦ ଘଟିକା: [634, 1884, 728, 1913]
- cell-emd-last: ୧୯.୧୦.୨୦୧୯ ଅପରାହ୍ନ ୫ଘଟିକା ପର୍ଯ୍ୟନ୍ତ: [535, 293, 631, 355]
- cell-emd: ଟ.୩,୭୦,୦୦୦/-: [133, 356, 225, 418]
- cell-amount: ଟ.୨୧,୨୨,୭୫୫.୭୭ + ସେବାକର ସୁଧ, ଆନୁସଙ୍ଗିକ ଖର୍ଚ୍ଚ ଏବଂ ଦେୟ (ଡିଫଲ୍ଟ ଆଦାୟ ଯଦି କିଛି ଥାଏ): [225, 482, 385, 544]
- cell-emd-last: ୧୯.୧୦.୨୦୧୯ ଅପରାହ୍ନ ୫ଘଟିକା ପର୍ଯ୍ୟନ୍ତ: [535, 1868, 631, 1930]
- cell-amount: ଟ.୭୩,୭୪,୫୪୪/- + ସେବାକର ସୁଧ, ଆନୁସଙ୍ଗିକ ଖର୍ଚ୍ଚ ଏବଂ ଦେୟ (ଡିଫଲ୍ଟ ଆଦାୟ ଯଦି କିଛି ଥାଏ): [955, 202, 1115, 285]
- branch-header-sl: କ୍ର. ନଂ.: [9, 65, 37, 89]
- cell-inspection: ୧୪.୧୦.୨୦୧୯ ପର୍ଯ୍ୟନ୍ତ: [459, 986, 535, 1048]
- table-row: [9, 1364, 731, 1427]
- cell-inspection: ୧୪.୧୦.୨୦୧୯ ପର୍ଯ୍ୟନ୍ତ: [459, 1742, 535, 1804]
- cell-inspection: ୧୪.୧୦.୨୦୧୯ ପର୍ଯ୍ୟନ୍ତ: [1189, 118, 1265, 201]
- cell-auction: ୨୧.୧୦.୨୦୧୯ ପୂର୍ବାହ୍ନ ୧୧.୦୦ ଘଟିକା ରୁ ଅପରାହ୍ନ ୨.୦୦ ଘଟିକା: [634, 498, 728, 527]
- branch-header-borrower: ଶାଖାର ନାମ/ ଋଣଗ୍ରହୀତା/ ଜାମିନଦାରମାନଙ୍କ ନାମ ଏବଂ ଠିକଣା: [37, 65, 329, 89]
- cell-emd: ଟ.୪,୩୦,୦୦୦/-: [133, 419, 225, 481]
- cell-sl: ୧: [9, 293, 37, 355]
- cell-emd-last: ୧୯.୧୦.୨୦୧୯ ଅପରାହ୍ନ ୫ଘଟିକା ପର୍ଯ୍ୟନ୍ତ: [1265, 286, 1361, 369]
- cell-amount: ଟ.୧୨,୨୭,୨୦,୩୬୧.୨୫ + ସେବାକର ସୁଧ, ଆନୁସଙ୍ଗିକ ଖର୍ଚ୍ଚ ଏବଂ ଦେୟ (ଡିଫଲ୍ଟ ଆଦାୟ ଯଦି କିଛି ଥାଏ): [225, 545, 385, 607]
- right-rows: [739, 118, 1466, 1882]
- cell-sl: ୪୪: [739, 1126, 767, 1209]
- cell-reserve: ଟ.୨୦,୦୦,୦୦୦/-: [37, 1868, 133, 1930]
- cell-sl: ୫୦: [739, 1630, 767, 1713]
- cell-emd: ଟ.୨,୫୦,୦୦୦/-: [863, 1546, 955, 1629]
- cell-inspection: ୧୪.୧୦.୨୦୧୯ ପର୍ଯ୍ୟନ୍ତ: [1189, 370, 1265, 453]
